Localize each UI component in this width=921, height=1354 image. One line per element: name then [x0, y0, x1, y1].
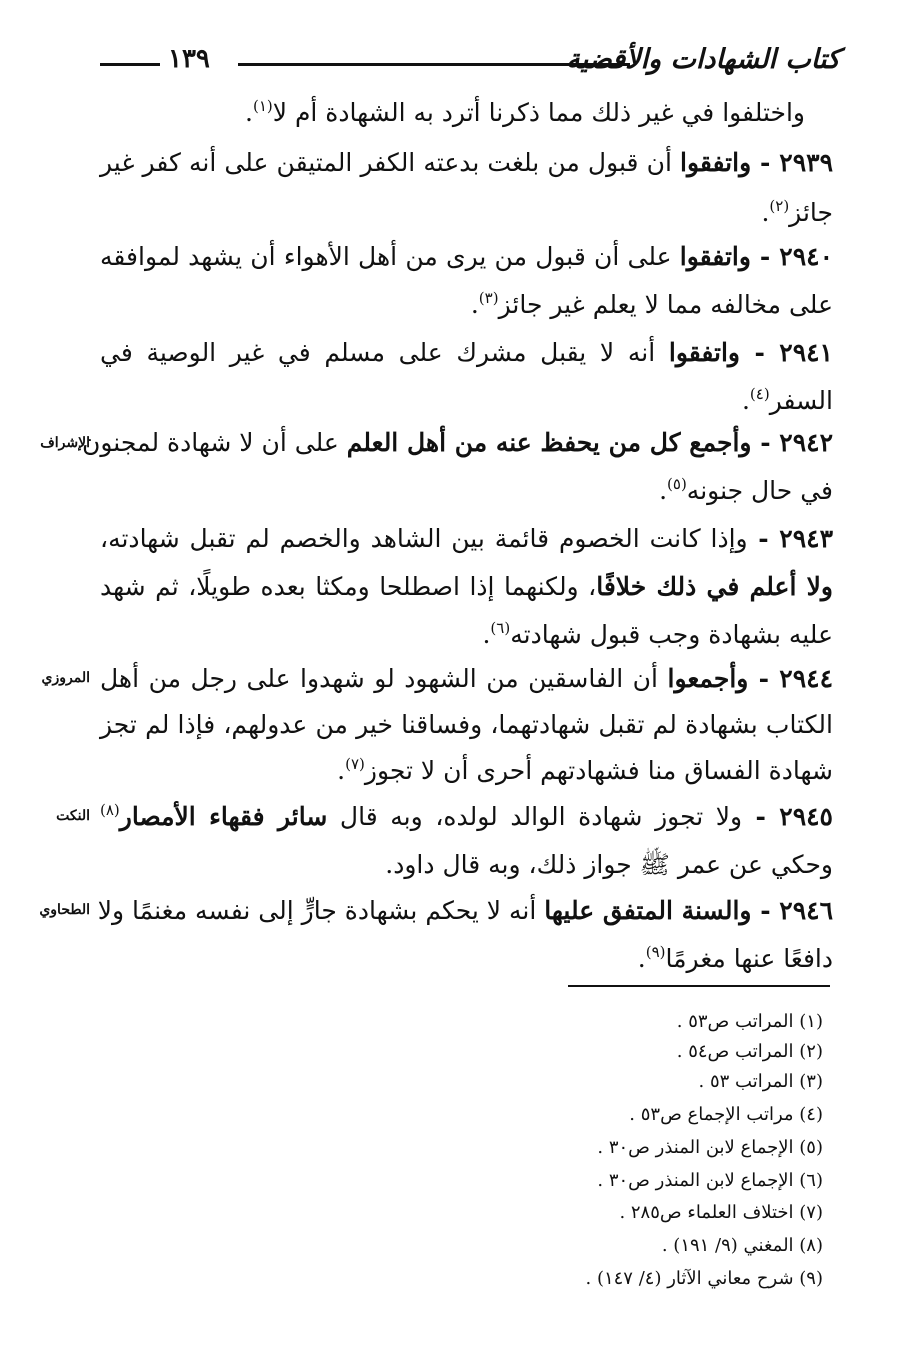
text-run: أن قبول من بلغت بدعته الكفر المتيقن على أنه كفر غير — [100, 148, 681, 177]
text-run: السفر — [769, 386, 833, 415]
text-line — [761, 190, 833, 236]
text-run: الكتاب بشهادة لم تقبل شهادتهما، وفساقنا خير من عدولهم، فإذا لم تجز — [100, 710, 833, 739]
text-line — [100, 564, 833, 610]
bold-text: ٢٩٤٣ - — [747, 524, 833, 553]
text-run: جائز — [789, 198, 833, 227]
text-run: واختلفوا في غير ذلك مما ذكرنا أترد به الشهادة أم لا — [272, 98, 805, 127]
text-line — [97, 888, 833, 934]
bold-text: ٢٩٤٠ - واتفقوا — [679, 242, 833, 271]
bold-text: ٢٩٤٢ - وأجمع كل من يحفظ عنه من أهل العلم — [346, 428, 833, 457]
text-run: وإذا كانت الخصوم قائمة بين الشاهد والخصم لم تقبل شهادته، — [100, 524, 748, 553]
text-line — [742, 378, 833, 424]
margin-source: النكت — [56, 808, 90, 824]
text-line — [100, 656, 833, 702]
footnote: (٢) المراتب ص٥٤ . — [676, 1041, 823, 1062]
margin-source: المروزي — [41, 670, 90, 686]
text-run: أنه لا يحكم بشهادة جارٍّ إلى نفسه مغنمًا ولا — [97, 896, 545, 925]
footnote-marker[interactable]: (٦) — [490, 619, 511, 637]
text-line — [659, 468, 833, 514]
text-line — [100, 516, 833, 562]
text-run: أن الفاسقين من الشهود لو شهدوا على رجل من أهل — [100, 664, 668, 693]
text-line — [100, 330, 833, 376]
text-line — [245, 90, 805, 136]
footnote: (٤) مراتب الإجماع ص٥٣ . — [629, 1104, 823, 1125]
text-line — [638, 936, 833, 982]
margin-source: الطحاوي — [39, 902, 90, 918]
page-header — [100, 40, 860, 90]
footnote: (٨) المغني (٩/ ١٩١) . — [661, 1235, 823, 1256]
footnote-marker[interactable]: (٧) — [345, 755, 365, 773]
text-run: عليه بشهادة وجب قبول شهادته — [510, 620, 833, 649]
text-line — [100, 702, 833, 748]
text-line — [337, 748, 833, 794]
bold-text: سائر فقهاء الأمصار — [119, 802, 328, 831]
text-line — [100, 794, 833, 840]
book-title: كتاب الشهادات والأقضية — [566, 44, 840, 75]
text-run: وحكي عن عمر ﷺ جواز ذلك، وبه قال داود. — [385, 850, 833, 879]
text-run: على مخالفه مما لا يعلم غير جائز — [498, 290, 833, 319]
footnote-marker[interactable]: (١) — [252, 97, 273, 115]
text-run: في حال جنونه — [686, 476, 833, 505]
text-run: . — [245, 98, 253, 127]
footnote-marker[interactable]: (٥) — [667, 475, 687, 493]
bold-text: ٢٩٤١ - واتفقوا — [668, 338, 833, 367]
footnote: (٦) الإجماع لابن المنذر ص٣٠ . — [597, 1170, 823, 1191]
text-run: . — [637, 944, 646, 973]
bold-text: ٢٩٤٦ - والسنة المتفق عليها — [544, 896, 833, 925]
text-line — [100, 234, 833, 280]
text-line — [482, 612, 833, 658]
footnote-separator — [568, 985, 830, 987]
text-line — [100, 140, 833, 186]
text-run: . — [761, 198, 770, 227]
text-run: شهادة الفساق منا فشهادتهم أحرى أن لا تجوز — [364, 756, 833, 785]
bold-text: ٢٩٣٩ - واتفقوا — [680, 148, 833, 177]
text-line — [82, 420, 833, 466]
margin-source: الإشراف — [40, 435, 90, 451]
text-line — [385, 842, 833, 888]
footnote-marker[interactable]: (٨) — [100, 801, 120, 819]
footnote: (٧) اختلاف العلماء ص٢٨٥ . — [619, 1202, 823, 1223]
footnote-marker[interactable]: (٢) — [769, 197, 790, 215]
text-run: دافعًا عنها مغرمًا — [665, 944, 833, 973]
text-run: . — [659, 476, 668, 505]
text-run: . — [741, 386, 750, 415]
text-run: ، ولكنهما إذا اصطلحا ومكثا بعده طويلًا، ثم شهد — [100, 572, 597, 601]
footnote-marker[interactable]: (٩) — [645, 943, 666, 961]
header-rule — [100, 63, 160, 66]
bold-text: ٢٩٤٤ - وأجمعوا — [667, 664, 833, 693]
text-run: ولا تجوز شهادة الوالد لولده، وبه قال — [327, 802, 743, 831]
footnote: (٣) المراتب ٥٣ . — [698, 1071, 823, 1092]
text-line — [471, 282, 833, 328]
bold-text: ٢٩٤٥ - — [742, 802, 833, 831]
text-run: على أن قبول من يرى من أهل الأهواء أن يشهد لموافقه — [100, 242, 680, 271]
text-run: على أن لا شهادة لمجنون — [82, 428, 347, 457]
text-run: . — [337, 756, 346, 785]
text-run: . — [470, 290, 479, 319]
footnote: (١) المراتب ص٥٣ . — [676, 1011, 823, 1032]
page-number: ١٣٩ — [168, 44, 210, 74]
bold-text: ولا أعلم في ذلك خلافًا — [596, 572, 833, 601]
footnote: (٩) شرح معاني الآثار (٤/ ١٤٧) . — [585, 1268, 823, 1289]
footnote: (٥) الإجماع لابن المنذر ص٣٠ . — [597, 1137, 823, 1158]
footnote-marker[interactable]: (٣) — [478, 289, 499, 307]
text-run: أنه لا يقبل مشرك على مسلم في غير الوصية في — [100, 338, 669, 367]
footnote-marker[interactable]: (٤) — [749, 385, 770, 403]
text-run: . — [482, 620, 491, 649]
